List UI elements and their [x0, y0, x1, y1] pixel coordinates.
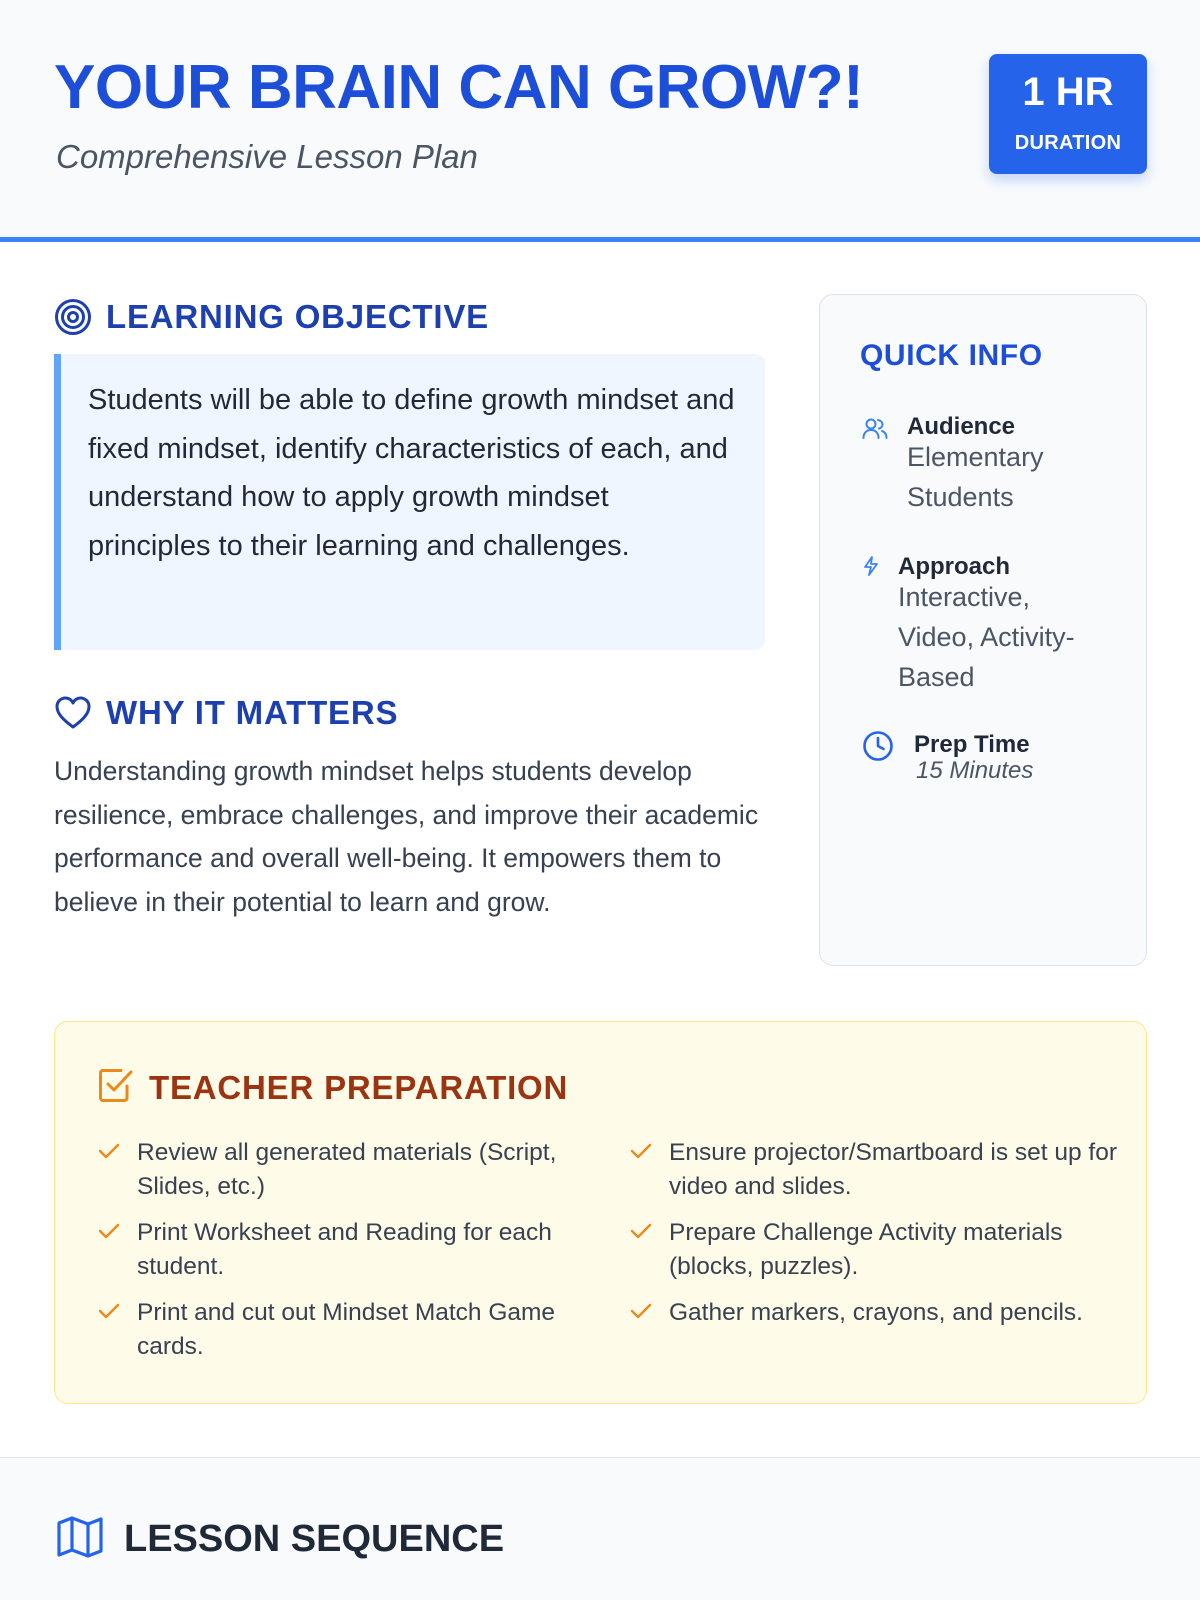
objective-heading [54, 298, 489, 336]
target-icon [54, 298, 92, 336]
sequence-heading [56, 1514, 504, 1565]
prep-item-text: Print Worksheet and Reading for each student. [137, 1219, 552, 1280]
page-subtitle: Comprehensive Lesson Plan [56, 138, 478, 175]
prep-item-text: Print and cut out Mindset Match Game cards. [137, 1299, 556, 1360]
check-icon [97, 1140, 121, 1167]
prep-item-text: Ensure projector/Smartboard is set up for video and slides. [669, 1139, 1118, 1200]
map-icon [56, 1514, 104, 1565]
checkbox-icon [97, 1066, 135, 1109]
quick-info-card [819, 294, 1147, 966]
audience-value: Elementary Students [907, 442, 1044, 512]
teacher-preparation-card [54, 1021, 1147, 1404]
prep-item-text: Gather markers, crayons, and pencils. [669, 1299, 1083, 1326]
duration-badge [989, 54, 1147, 174]
prep-time-value: 15 Minutes [916, 757, 1034, 784]
users-icon [862, 417, 888, 446]
approach-label: Approach [898, 553, 1011, 580]
preparation-heading [97, 1066, 568, 1109]
lesson-header [0, 0, 1200, 242]
approach-value: Interactive, Video, Activity-Based [898, 582, 1075, 692]
check-icon [629, 1220, 653, 1247]
check-icon [97, 1300, 121, 1327]
matters-heading [54, 694, 398, 732]
sequence-heading-label: LESSON SEQUENCE [124, 1518, 505, 1560]
objective-text: Students will be able to define growth mindset and fixed mindset, identify characteristics of each, and understand how to apply growth mindset principles to their learning and challenges. [88, 384, 735, 562]
check-icon [97, 1220, 121, 1247]
objective-box [54, 354, 765, 650]
duration-value: 1 HR [1022, 70, 1114, 114]
matters-text: Understanding growth mindset helps students develop resilience, embrace challenges, and improve their academic performance and overall well-being. It empowers them to believe in their potential to learn and grow. [54, 756, 759, 917]
check-icon [629, 1300, 653, 1327]
duration-label: DURATION [1014, 132, 1122, 154]
preparation-heading-label: TEACHER PREPARATION [149, 1068, 569, 1106]
quick-info-title: QUICK INFO [860, 339, 1043, 372]
prep-item-text: Prepare Challenge Activity materials (blocks, puzzles). [669, 1219, 1063, 1280]
objective-heading-label: LEARNING OBJECTIVE [106, 298, 489, 335]
clock-icon [862, 730, 894, 767]
page-title: YOUR BRAIN CAN GROW?! [54, 53, 864, 122]
sparkle-icon [862, 555, 880, 582]
matters-heading-label: WHY IT MATTERS [106, 694, 399, 731]
heart-icon [54, 695, 92, 731]
check-icon [629, 1140, 653, 1167]
audience-label: Audience [907, 413, 1016, 440]
prep-item-text: Review all generated materials (Script, Slides, etc.) [137, 1139, 557, 1200]
lesson-sequence-section [0, 1457, 1200, 1600]
prep-time-label: Prep Time [914, 731, 1030, 758]
